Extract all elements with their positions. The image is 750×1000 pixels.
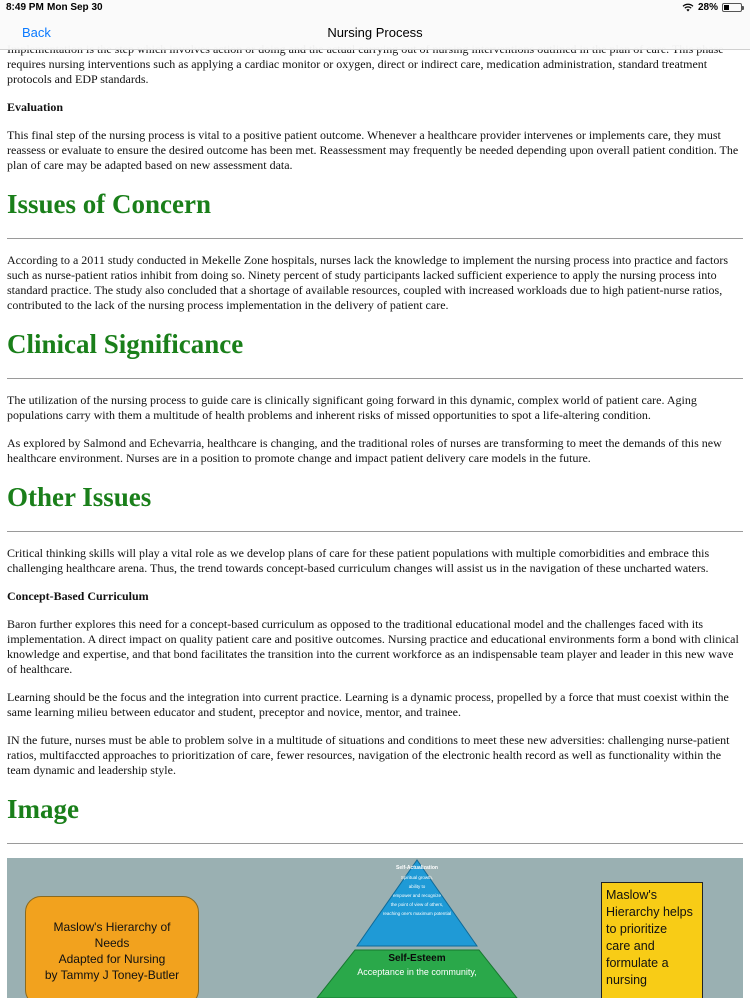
concept-paragraph-3: IN the future, nurses must be able to problem solve in a multitude of situations and conditions to meet these new adversities: challenging nurse-patient ratios, multifaccted approaches to prioritization of care, fewer resources, navigation of the electronic health record as well as functionality within the team dynamic and leadership style. — [7, 733, 730, 777]
implementation-paragraph: requires nursing interventions such as applying a cardiac monitor or oxygen, direct or indirect care, medication administration, standard treatment protocols and EDP standards. — [7, 57, 708, 86]
evaluation-heading: Evaluation — [7, 100, 64, 114]
pyramid-top-title: Self-Actualization — [396, 865, 438, 871]
issues-paragraph: According to a 2011 study conducted in Mekelle Zone hospitals, nurses lack the knowledge to implement the nursing process into practice and factors such as nurse-patient ratios inhibit from doing so. Ninety percent of study participants lacked sufficient experience to apply the nursing process into standard practice. The study also concluded that a shortage of available resources, coupled with increased workloads due to high patient-nurse ratios, contributed to the lack of the nursing process implementation in the delivery of patient care. — [7, 253, 729, 312]
clinical-paragraph-1: The utilization of the nursing process to guide care is clinically significant going forward in this dynamic, complex world of patient care. Aging populations carry with them a multitude of health problems and inherent risks of missed opportunities to spot a life-altering condition. — [7, 393, 697, 422]
battery-percent: 28% — [697, 2, 718, 13]
nav-title: Nursing Process — [327, 25, 423, 40]
other-issues-heading: Other Issues — [7, 482, 152, 512]
pyramid-top-line: Spiritual growth, — [400, 875, 434, 880]
pyramid-top-line: ability to — [408, 884, 426, 889]
yellow-line: to prioritize — [606, 922, 668, 936]
clinical-significance-heading: Clinical Significance — [7, 329, 244, 359]
section-divider — [7, 531, 743, 532]
image-heading: Image — [7, 794, 79, 824]
pyramid-top-line: reaching one's maximum potential — [382, 911, 452, 916]
maslow-note-box — [601, 882, 703, 998]
pyramid-top-line: empower and recognize — [392, 893, 442, 898]
yellow-line: care and — [606, 939, 655, 953]
pyramid-mid-text — [337, 952, 497, 979]
maslow-hierarchy-image[interactable] — [7, 858, 743, 998]
orange-line: Adapted for Nursing — [58, 952, 166, 966]
battery-icon — [722, 3, 742, 12]
section-divider — [7, 378, 743, 379]
orange-line: Needs — [94, 936, 130, 950]
orange-line: Maslow's Hierarchy of — [53, 920, 171, 934]
section-divider — [7, 238, 743, 239]
concept-paragraph-2: Learning should be the focus and the integration into current practice. Learning is a dynamic process, propelled by a force that must coexist within the same learning milieu between educator and student, preceptor and novice, mentor, and trainee. — [7, 690, 729, 719]
status-date: Mon Sep 30 — [47, 2, 103, 13]
pyramid-top-line: the point of view of others, — [390, 902, 444, 907]
yellow-line: Maslow's — [606, 888, 658, 902]
pyramid-mid-line: Acceptance in the community, — [357, 967, 477, 977]
pyramid-mid-title: Self-Esteem — [388, 953, 446, 964]
other-issues-paragraph: Critical thinking skills will play a vital role as we develop plans of care for these patient populations with multiple comorbidities and embrace this challenging healthcare arena. Thus, the trend towards concept-based curriculum changes will assist us in the navigation of these uncharted waters. — [7, 546, 710, 575]
status-bar — [0, 0, 750, 16]
status-right — [682, 2, 742, 13]
wifi-icon — [682, 3, 694, 12]
section-divider — [7, 843, 743, 844]
yellow-line: formulate a — [606, 956, 669, 970]
yellow-line: Hierarchy helps — [606, 905, 693, 919]
status-time: 8:49 PM — [6, 2, 44, 13]
battery-fill — [724, 5, 729, 10]
pyramid-top-text — [367, 864, 467, 918]
concept-paragraph-1: Baron further explores this need for a concept-based curriculum as opposed to the traditional educational model and the challenges faced with its implementation. A direct impact on quality patient care and positive outcomes. Nursing practice and educational environments form a bond with clinical knowledge and expertise, and that bond facilitates the transition into the current workforce as an indispensable team player and leader in this new wave of healthcare. — [7, 617, 739, 676]
clinical-paragraph-2: As explored by Salmond and Echevarria, healthcare is changing, and the traditional roles of nurses are transforming to meet the demands of this new healthcare environment. Nurses are in a position to promote change and impact patient delivery care models in the future. — [7, 436, 722, 465]
orange-line: by Tammy J Toney-Butler — [44, 968, 180, 982]
maslow-title-box — [25, 896, 199, 998]
concept-curriculum-heading: Concept-Based Curriculum — [7, 589, 149, 603]
issues-of-concern-heading: Issues of Concern — [7, 189, 212, 219]
yellow-line: nursing — [606, 973, 647, 987]
back-button[interactable]: Back — [22, 25, 51, 40]
evaluation-paragraph: This final step of the nursing process is vital to a positive patient outcome. Whenever a healthcare provider intervenes or implements care, they must reassess or evaluate to ensure the desired outcome has been met. Reassessment may frequently be needed depending upon overall patient condition. The plan of care may be adapted based on new assessment data. — [7, 128, 739, 172]
article-content — [0, 40, 750, 998]
navigation-bar — [0, 16, 750, 50]
